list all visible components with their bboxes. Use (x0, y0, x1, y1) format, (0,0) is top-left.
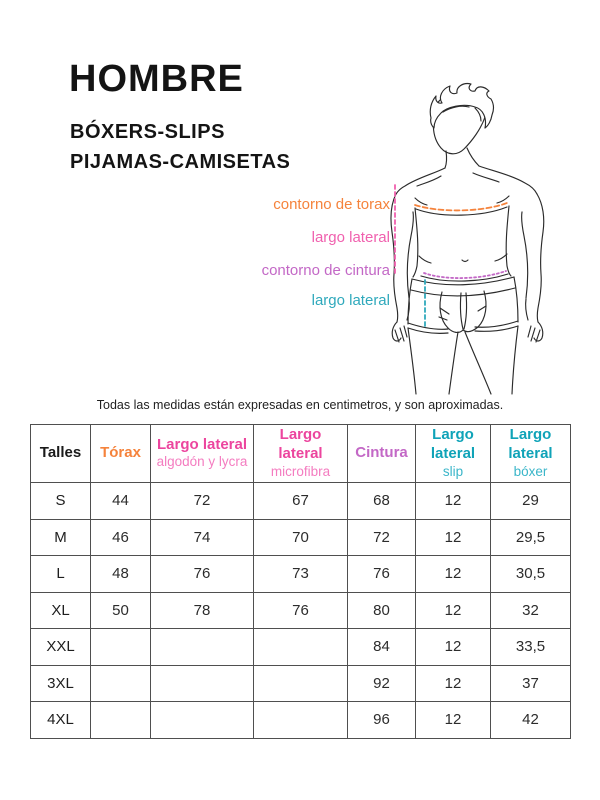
oblique-right (495, 254, 507, 261)
cell-value (151, 629, 254, 666)
cell-size: M (31, 519, 91, 556)
header-largo-slip-sub: slip (442, 463, 464, 479)
leg-right-outer (512, 326, 518, 394)
label-contorno-de-cintura: contorno de cintura (261, 262, 390, 279)
cell-size: L (31, 556, 91, 593)
cell-value (254, 629, 348, 666)
leg-left-outer (408, 328, 416, 394)
cell-value: 78 (151, 592, 254, 629)
waistband-bottom (411, 288, 515, 296)
male-figure-illustration (385, 80, 570, 400)
shoulder-right-line (479, 166, 537, 194)
cell-value: 80 (348, 592, 416, 629)
table-row-4xl (31, 702, 571, 739)
cell-value: 74 (151, 519, 254, 556)
neck-right (467, 148, 479, 166)
table-row-m (31, 519, 571, 556)
cell-value: 76 (254, 592, 348, 629)
cell-value: 76 (348, 556, 416, 593)
cell-value (254, 665, 348, 702)
size-chart-table (30, 424, 571, 739)
table-header-row (31, 425, 571, 483)
header-largo-boxer-label: Largo lateral (508, 426, 553, 463)
fly-seam (460, 293, 466, 329)
cell-size: S (31, 483, 91, 520)
table-row-l (31, 556, 571, 593)
table-row-s (31, 483, 571, 520)
page-title: HOMBRE (69, 58, 244, 100)
cell-value: 46 (91, 519, 151, 556)
cell-value: 72 (348, 519, 416, 556)
cell-value (91, 629, 151, 666)
table-row-xxl (31, 629, 571, 666)
subtitle-line-pijamas-camisetas: PIJAMAS-CAMISETAS (70, 151, 291, 173)
cell-value: 76 (151, 556, 254, 593)
cell-size: 3XL (31, 665, 91, 702)
armpit-tick-left (415, 198, 427, 205)
cell-value: 12 (416, 483, 491, 520)
armpit-tick-right (497, 196, 509, 203)
header-largo-slip (416, 425, 491, 483)
table-row-xl (31, 592, 571, 629)
measurements-note: Todas las medidas están expresadas en centimetros, y son aproximadas. (96, 398, 504, 412)
header-talles (31, 425, 91, 483)
header-torax (91, 425, 151, 483)
torso-right-line (506, 206, 511, 276)
cell-size: 4XL (31, 702, 91, 739)
cell-value: 73 (254, 556, 348, 593)
header-largo-slip-label: Largo lateral (430, 426, 476, 463)
boxer-hem-left (408, 323, 448, 333)
crease-ticks (439, 306, 486, 320)
cell-value (151, 702, 254, 739)
cell-value: 12 (416, 556, 491, 593)
leg-right-inner (465, 332, 491, 394)
oblique-left (419, 256, 431, 263)
leg-left-inner (449, 332, 458, 394)
header-largo-boxer-sub: bóxer (513, 463, 548, 479)
cell-value: 84 (348, 629, 416, 666)
boxer-left-side (408, 279, 412, 324)
boxer-right-side (514, 277, 518, 322)
header-talles-label: Talles (39, 444, 82, 462)
cell-value: 29 (491, 483, 571, 520)
cell-value: 72 (151, 483, 254, 520)
cell-value: 42 (491, 702, 571, 739)
table-row-3xl (31, 665, 571, 702)
header-largo-microfibra (254, 425, 348, 483)
header-largo-algodon-label: Largo lateral (156, 435, 248, 453)
cell-value: 50 (91, 592, 151, 629)
cell-value: 67 (254, 483, 348, 520)
cell-value: 30,5 (491, 556, 571, 593)
cell-value: 96 (348, 702, 416, 739)
cell-value: 12 (416, 519, 491, 556)
header-largo-algodon-sub: algodón y lycra (156, 454, 248, 470)
hand-left (392, 299, 409, 342)
cell-value (91, 665, 151, 702)
shoulder-left-line (396, 168, 445, 194)
cell-value: 70 (254, 519, 348, 556)
subtitle-line-boxers-slips: BÓXERS-SLIPS (70, 121, 225, 143)
header-cintura (348, 425, 416, 483)
cell-size: XXL (31, 629, 91, 666)
label-largo-lateral-teal: largo lateral (311, 292, 390, 309)
cell-value: 12 (416, 702, 491, 739)
cell-size: XL (31, 592, 91, 629)
header-cintura-label: Cintura (355, 444, 408, 462)
label-contorno-de-torax: contorno de torax (273, 196, 390, 213)
hand-right (526, 299, 543, 342)
cell-value: 44 (91, 483, 151, 520)
collarbone-right (473, 173, 499, 182)
cell-value: 29,5 (491, 519, 571, 556)
page-subtitle (70, 117, 290, 177)
cell-value: 12 (416, 629, 491, 666)
arm-right-outer (537, 194, 544, 322)
cell-value: 12 (416, 665, 491, 702)
cell-value: 68 (348, 483, 416, 520)
cell-value: 48 (91, 556, 151, 593)
cell-value: 32 (491, 592, 571, 629)
cell-value (91, 702, 151, 739)
header-torax-label: Tórax (100, 444, 141, 462)
navel-mark (462, 260, 468, 262)
cell-value (151, 665, 254, 702)
cell-value: 12 (416, 592, 491, 629)
neck-left (445, 151, 447, 168)
hair-fringe (443, 106, 481, 121)
cell-value: 33,5 (491, 629, 571, 666)
header-largo-boxer (491, 425, 571, 483)
arm-right-inner (522, 212, 528, 298)
header-largo-microfibra-label: Largo lateral (278, 426, 323, 463)
cell-value: 37 (491, 665, 571, 702)
contorno-torax-dashed-line (415, 203, 507, 210)
cell-value: 92 (348, 665, 416, 702)
cell-value (254, 702, 348, 739)
header-largo-algodon (151, 425, 254, 483)
label-largo-lateral-pink: largo lateral (311, 229, 390, 246)
header-largo-microfibra-sub: microfibra (270, 463, 331, 479)
contorno-cintura-dotted-line (424, 271, 506, 278)
